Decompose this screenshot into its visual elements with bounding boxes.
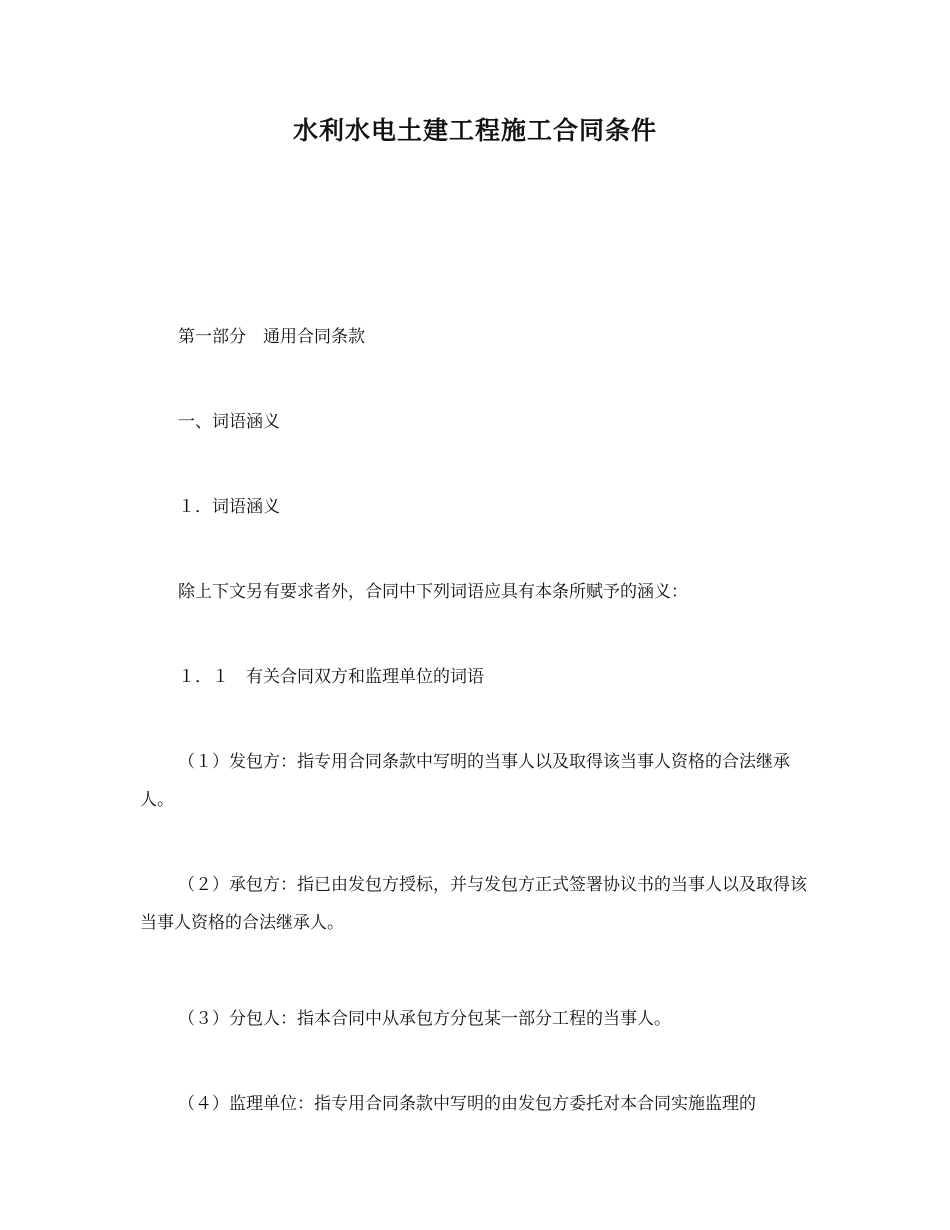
clause-intro: 除上下文另有要求者外，合同中下列词语应具有本条所赋予的涵义： <box>178 582 688 602</box>
definition-supervisor: （４）监理单位：指专用合同条款中写明的由发包方委托对本合同实施监理的 <box>178 1094 756 1114</box>
part-heading: 第一部分 通用合同条款 <box>178 327 365 347</box>
definition-contractor: （２）承包方：指已由发包方授标，并与发包方正式签署协议书的当事人以及取得该当事人资格的合法继承人。 <box>140 875 807 933</box>
document-title: 水利水电土建工程施工合同条件 <box>292 116 657 145</box>
section-heading: 一、词语涵义 <box>178 412 280 432</box>
subclause-heading: １．１ 有关合同双方和监理单位的词语 <box>178 667 484 687</box>
clause-heading: １．词语涵义 <box>178 497 280 517</box>
definition-employer: （１）发包方：指专用合同条款中写明的当事人以及取得该当事人资格的合法继承人。 <box>140 752 790 810</box>
definition-subcontractor: （３）分包人：指本合同中从承包方分包某一部分工程的当事人。 <box>178 1009 671 1029</box>
